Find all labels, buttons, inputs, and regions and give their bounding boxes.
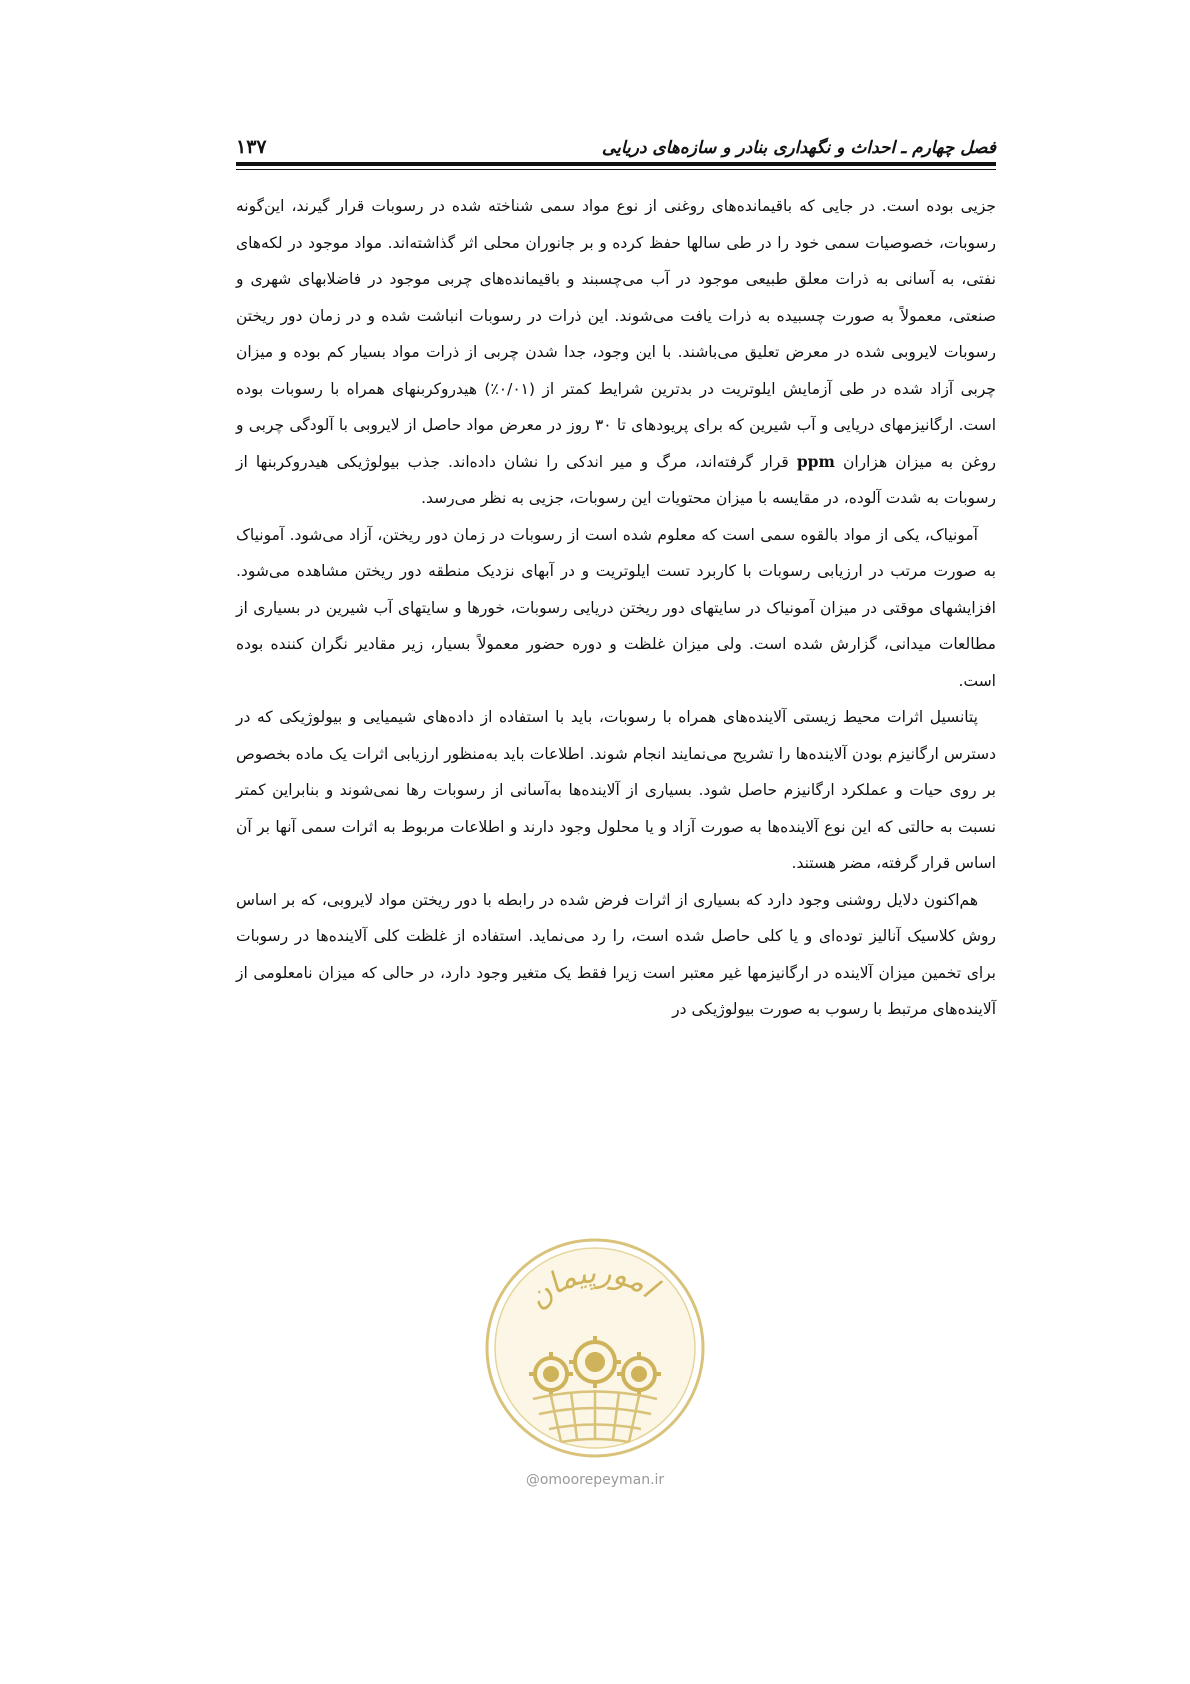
header-rule-thin bbox=[236, 169, 996, 170]
paragraph-4: هم‌اکنون دلایل روشنی وجود دارد که بسیاری از اثرات فرض شده در رابطه با دور ریختن مواد لایروبی، که بر اساس روش کلاسیک آنالیز توده‌ای و یا کلی حاصل شده است، را رد می‌نماید. استفاده از غلظت کلی آلاینده‌ها در رسوبات برای تخمین میزان آلاینده در ارگانیزمها غیر معتبر است زیرا فقط یک متغیر وجود دارد، در حالی که میزان نامعلومی از آلاینده‌های مرتبط با رسوب به صورت بیولوژیکی در bbox=[236, 890, 996, 1018]
paragraph-1 bbox=[236, 188, 996, 517]
paragraph-1-text-after: قرار گرفته‌اند، مرگ و میر اندکی را نشان داده‌اند. جذب بیولوژیکی هیدروکربنها از رسوبات به شدت آلوده، در مقایسه با میزان محتویات این رسوبات، جزیی به نظر می‌رسد. bbox=[236, 452, 996, 507]
chapter-title: فصل چهارم ـ احداث و نگهداری بنادر و سازه‌های دریایی bbox=[601, 138, 996, 158]
page-number: ۱۳۷ bbox=[236, 136, 267, 158]
paragraph-2: آمونیاک، یکی از مواد بالقوه سمی است که معلوم شده است از رسوبات در زمان دور ریختن، آزاد می‌شود. آمونیاک به صورت مرتب در ارزیابی رسوبات با کاربرد تست ایلوتریت و در آبهای نزدیک منطقه دور ریختن مشاهده می‌شود. افزایشهای موقتی در میزان آمونیاک در سایتهای دور ریختن دریایی رسوبات، خورها و سایتهای آب شیرین در بسیاری از مطالعات میدانی، گزارش شده است. ولی میزان غلظت و دوره حضور معمولاً بسیار، زیر مقادیر نگران کننده بوده است. bbox=[236, 525, 996, 690]
paragraph-3: پتانسیل اثرات محیط زیستی آلاینده‌های همراه با رسوبات، باید با استفاده از داده‌های شیمیایی و بیولوژیکی که در دسترس ارگانیزم بودن آلاینده‌ها را تشریح می‌نمایند انجام شوند. اطلاعات باید به‌منظور ارزیابی اثرات یک ماده بخصوص بر روی حیات و عملکرد ارگانیزم حاصل شود. بسیاری از آلاینده‌ها به‌آسانی از رسوبات رها نمی‌شوند و بنابراین کمتر نسبت به حالتی که این نوع آلاینده‌ها به صورت آزاد و یا محلول وجود دارند و اطلاعات مربوط به اثرات سمی آنها بر آن اساس قرار گرفته، مضر هستند. bbox=[236, 708, 996, 872]
running-header bbox=[236, 126, 996, 158]
seal-logo-lettering: امورپیمان bbox=[520, 1255, 664, 1316]
paragraph-1-text-before: جزیی بوده است. در جایی که باقیمانده‌های روغنی از نوع مواد سمی شناخته شده در رسوبات قرار گیرند، این‌گونه رسوبات، خصوصیات سمی خود را در طی سالها حفظ کرده و بر جانوران محلی اثر گذاشته‌اند. مواد موجود در لکه‌های نفتی، به آسانی به ذرات معلق طبیعی موجود در آب می‌چسبند و باقیمانده‌های چربی موجود در فاضلابهای شهری و صنعتی، معمولاً به صورت چسبیده به ذرات یافت می‌شوند. این ذرات در رسوبات انباشت شده و در زمان دور ریختن رسوبات لایروبی شده در معرض تعلیق می‌باشند. با این وجود، جدا شدن چربی از ذرات مواد بسیار کم بوده و میزان چربی آزاد شده در طی آزمایش ایلوتریت در بدترین شرایط کمتر از (۰/۰۱٪) هیدروکربنهای همراه با رسوبات بوده است. ارگانیزمهای دریایی و آب شیرین که برای پریودهای تا ۳۰ روز در معرض مواد حاصل از لایروبی با آلودگی چربی و روغن به میزان هزاران bbox=[236, 197, 997, 471]
watermark-caption: @omoorepeyman.ir bbox=[525, 1472, 665, 1488]
header-rule-thick bbox=[236, 162, 996, 166]
body-text bbox=[236, 188, 996, 1028]
watermark-seal-logo bbox=[481, 1234, 709, 1462]
unit-ppm: ppm bbox=[796, 451, 835, 471]
